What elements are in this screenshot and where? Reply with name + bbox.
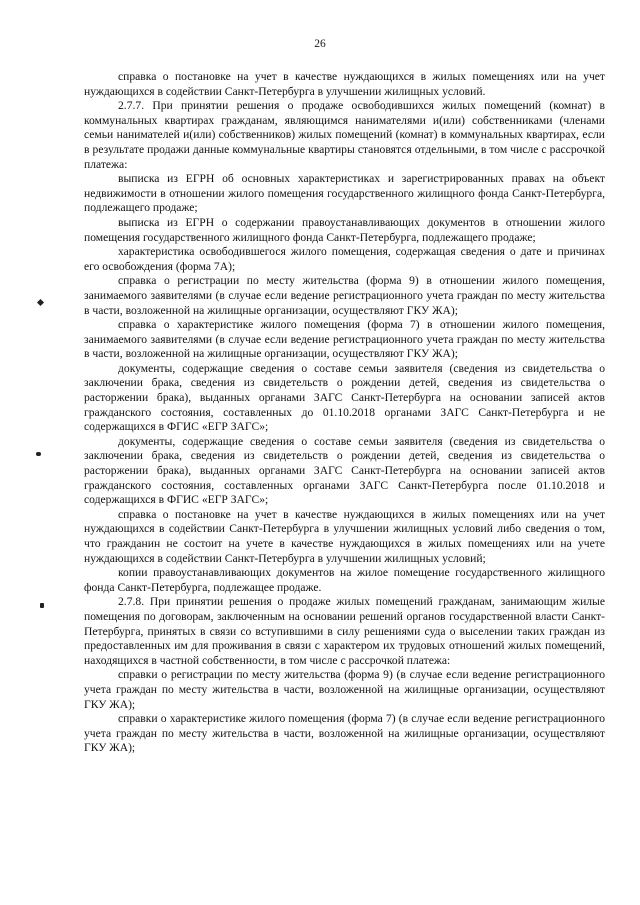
margin-mark: [37, 299, 44, 306]
paragraph: справка о постановке на учет в качестве нуждающихся в жилых помещениях или на учет нуждающихся в содействии Санкт-Петербурга в улучшении жилищных условий.: [84, 70, 605, 98]
paragraph: выписка из ЕГРН об основных характеристиках и зарегистрированных правах на объект недвижимости в отношении жилого помещения государственного жилищного фонда Санкт-Петербурга, подлежащего продаже;: [84, 172, 605, 215]
paragraph: 2.7.7. При принятии решения о продаже освободившихся жилых помещений (комнат) в коммунальных квартирах гражданам, являющимся нанимателями и(или) собственниками (членами семьи нанимателей и(или) собственников) жилых помещений (комнат) в коммунальных квартирах, если в результате продажи данные коммунальные квартиры становятся отдельными, в том числе с рассрочкой платежа:: [84, 99, 605, 171]
paragraph: справка о характеристике жилого помещения (форма 7) в отношении жилого помещения, занимаемого заявителями (в случае если ведение регистрационного учета граждан по месту жительства в части, возложенной на жилищные организации, осуществляют ГКУ ЖА);: [84, 318, 605, 361]
margin-mark: [40, 603, 44, 608]
paragraph: справка о постановке на учет в качестве нуждающихся в жилых помещениях или на учет нуждающихся в содействии Санкт-Петербурга в улучшении жилищных условий либо сведения о том, что гражданин не состоит на учете в качестве нуждающихся в жилых помещениях или на учете нуждающихся в содействии Санкт-Петербурга в улучшении жилищных условий;: [84, 507, 605, 565]
paragraph: выписка из ЕГРН о содержании правоустанавливающих документов в отношении жилого помещения государственного жилищного фонда Санкт-Петербурга, подлежащего продаже;: [84, 215, 605, 244]
paragraph: 2.7.8. При принятии решения о продаже жилых помещений гражданам, занимающим жилые помещения по договорам, заключенным на основании решений органов государственной власти Санкт-Петербурга, принятых в связи со вступившими в силу решениями суда о выселении таких граждан из предоставленных им для проживания в связи с характером их трудовых отношений жилых помещений, находящихся в частной собственности, в том числе с рассрочкой платежа:: [84, 595, 605, 667]
paragraph: копии правоустанавливающих документов на жилое помещение государственного жилищного фонда Санкт-Петербурга, подлежащее продаже.: [84, 566, 605, 594]
document-body: [84, 70, 605, 756]
paragraph: документы, содержащие сведения о составе семьи заявителя (сведения из свидетельства о заключении брака, сведения из свидетельств о рождении детей, сведения из свидетельства о расторжении брака), выданных органами ЗАГС Санкт-Петербурга на основании записей актов гражданского состояния, составленных органами ЗАГС Санкт-Петербурга после 01.10.2018 и содержащихся в ФГИС «ЕГР ЗАГС»;: [84, 434, 605, 507]
paragraph: справки о характеристике жилого помещения (форма 7) (в случае если ведение регистрационного учета граждан по месту жительства в части, возложенной на жилищные организации, осуществляют ГКУ ЖА);: [84, 712, 605, 755]
page-number: 26: [314, 38, 326, 50]
paragraph: характеристика освободившегося жилого помещения, содержащая сведения о дате и причинах его освобождения (форма 7А);: [84, 245, 605, 273]
paragraph: документы, содержащие сведения о составе семьи заявителя (сведения из свидетельства о заключении брака, сведения из свидетельств о рождении детей, сведения из свидетельства о расторжении брака), выданных органами ЗАГС Санкт-Петербурга на основании записей актов гражданского состояния, составленных до 01.10.2018 органами ЗАГС Санкт-Петербурга и не содержащихся в ФГИС «ЕГР ЗАГС»;: [84, 361, 605, 434]
paragraph: справка о регистрации по месту жительства (форма 9) в отношении жилого помещения, занимаемого заявителями (в случае если ведение регистрационного учета граждан по месту жительства в части, возложенной на жилищные организации, осуществляют ГКУ ЖА);: [84, 274, 605, 317]
paragraph: справки о регистрации по месту жительства (форма 9) (в случае если ведение регистрационного учета граждан по месту жительства в части, возложенной на жилищные организации, осуществляют ГКУ ЖА);: [84, 668, 605, 711]
margin-mark: [36, 452, 41, 456]
